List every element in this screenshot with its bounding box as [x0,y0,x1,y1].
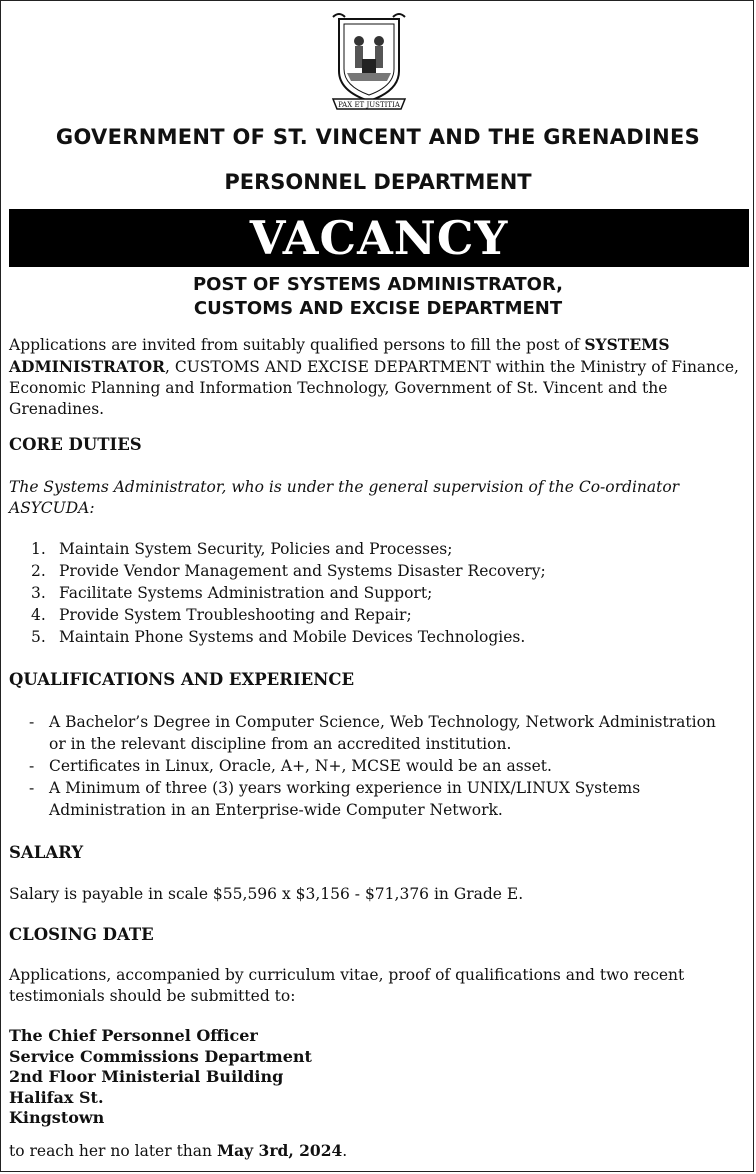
bullet-dash: - [29,713,35,731]
item-text: Provide System Troubleshooting and Repair; [59,606,412,624]
qualifications-list [29,711,729,821]
list-item [29,711,729,755]
qualifications-heading: QUALIFICATIONS AND EXPERIENCE [9,670,355,689]
address-line: Halifax St. [9,1087,104,1107]
salary-heading: SALARY [9,843,84,862]
item-number: 3. [31,584,46,602]
item-number: 1. [31,540,46,558]
vacancy-banner: VACANCY [9,209,749,267]
department-title: PERSONNEL DEPARTMENT [224,170,532,194]
list-item [31,626,546,648]
address-line: Kingstown [9,1108,105,1127]
post-title [1,273,755,321]
deadline-suffix: . [342,1142,348,1160]
item-number: 5. [31,628,46,646]
address-line: Service Commissions Department [9,1046,312,1066]
deadline-line [9,1141,347,1160]
address-line: The Chief Personnel Officer [9,1026,258,1045]
deadline-date: May 3rd, 2024 [216,1141,343,1160]
bullet-dash: - [29,779,35,797]
submission-address [9,1026,312,1129]
item-text: A Minimum of three (3) years working experience in UNIX/LINUX Systems Administration in an Enterprise-wide Computer Network. [49,779,641,819]
list-item [29,777,729,821]
item-number: 2. [31,562,46,580]
item-text: Provide Vendor Management and Systems Disaster Recovery; [59,562,546,580]
address-line: 2nd Floor Ministerial Building [9,1067,284,1086]
item-text: Maintain System Security, Policies and Processes; [59,540,453,558]
government-title: GOVERNMENT OF ST. VINCENT AND THE GRENADINES [55,125,701,149]
list-item [31,604,546,626]
list-item [31,582,546,604]
item-text: Certificates in Linux, Oracle, A+, N+, MCSE would be an asset. [49,757,552,775]
coat-of-arms-icon [329,11,409,111]
bullet-dash: - [29,757,35,775]
closing-text: Applications, accompanied by curriculum vitae, proof of qualifications and two recent testimonials should be submitted to: [9,966,685,1005]
item-number: 4. [31,606,46,624]
post-title-line2: CUSTOMS AND EXCISE DEPARTMENT [193,298,563,319]
salary-text: Salary is payable in scale $55,596 x $3,156 - $71,376 in Grade E. [9,885,524,903]
intro-part1: Applications are invited from suitably qualified persons to fill the post of [9,336,585,354]
closing-date-heading: CLOSING DATE [9,925,154,944]
list-item [29,755,729,777]
intro-post-name: SYSTEMS ADMINISTRATOR [9,335,670,376]
core-duties-heading: CORE DUTIES [9,435,142,454]
post-title-line1: POST OF SYSTEMS ADMINISTRATOR, [192,274,564,295]
item-text: Facilitate Systems Administration and Support; [59,584,433,602]
core-duties-lead: The Systems Administrator, who is under the general supervision of the Co-ordinator ASYCUDA: [9,478,680,517]
crest-motto: PAX ET JUSTITIA [338,101,400,109]
list-item [31,560,546,582]
item-text: A Bachelor’s Degree in Computer Science, Web Technology, Network Administration or in the relevant discipline from an accredited institution. [49,713,716,753]
intro-paragraph [9,334,749,420]
intro-part2: , CUSTOMS AND EXCISE DEPARTMENT within the Ministry of Finance, Economic Planning and Information Technology, Government of St. Vincent and the Grenadines. [9,358,739,418]
core-duties-list [31,538,546,648]
deadline-prefix: to reach her no later than [9,1142,217,1160]
list-item [31,538,546,560]
item-text: Maintain Phone Systems and Mobile Devices Technologies. [59,628,526,646]
